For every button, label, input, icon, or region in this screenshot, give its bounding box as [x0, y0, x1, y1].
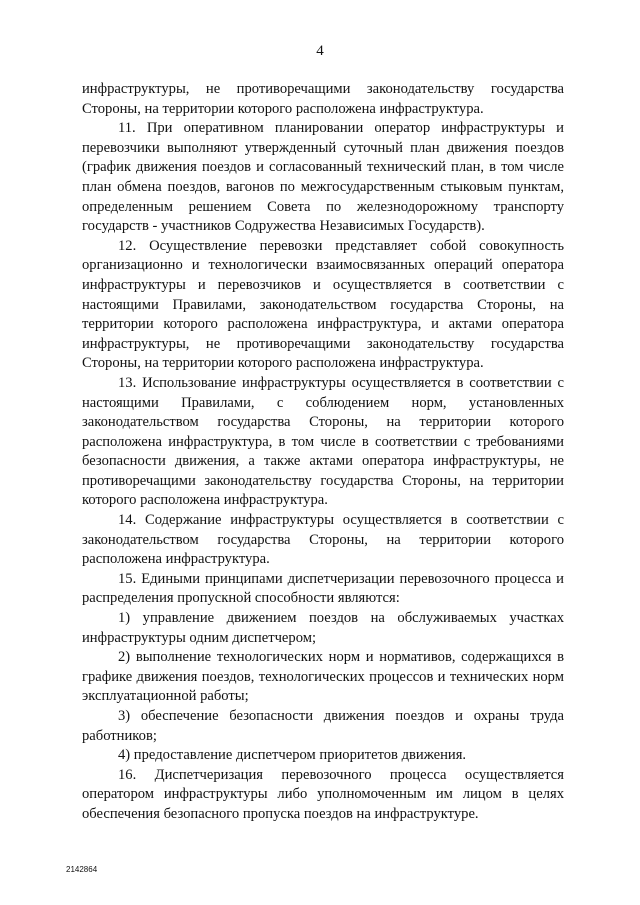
list-item-3: 3) обеспечение безопасности движения поездов и охраны труда работников;: [82, 708, 564, 744]
paragraph-item-13: 13. Использование инфраструктуры осуществляется в соответствии с настоящими Правилами, с соблюдением норм, установленных законодательством государства Стороны, на территории которого расположена инфраструктура, в том числе в соответствии с требованиями безопасности движения, а также актами оператора инфраструктуры, не противоречащими законодательству государства Стороны, на территории которого расположена инфраструктура.: [82, 374, 564, 509]
document-code: 2142864: [66, 865, 98, 874]
paragraph-item-16: 16. Диспетчеризация перевозочного процесса осуществляется оператором инфраструктуры либо уполномоченным им лицом в целях обеспечения безопасного пропуска поездов на инфраструктуре.: [82, 766, 564, 822]
paragraph-item-11: 11. При оперативном планировании оператор инфраструктуры и перевозчики выполняют утвержденный суточный план движения поездов (график движения поездов и согласованный технический план, в том числе план обмена поездов, вагонов по межгосударственным стыковым пунктам, определенным решением Совета по железнодорожному транспорту государств - участников Содружества Независимых Государств).: [82, 120, 564, 235]
paragraph-item-12: 12. Осуществление перевозки представляет собой совокупность организационно и технологически взаимосвязанных операций оператора инфраструктуры и перевозчиков и осуществляется в соответствии с настоящими Правилами, законодательством государства Стороны, на территории которого расположена инфраструктура, и актами оператора инфраструктуры, не противоречащими законодательству государства Стороны, на территории которого расположена инфраструктура.: [82, 237, 564, 372]
paragraph-continuation: инфраструктуры, не противоречащими законодательству государства Стороны, на территории которого расположена инфраструктура.: [82, 81, 564, 117]
page-number: 4: [316, 43, 324, 59]
list-item-1: 1) управление движением поездов на обслуживаемых участках инфраструктуры одним диспетчером;: [82, 610, 564, 646]
paragraph-item-15: 15. Едиными принципами диспетчеризации перевозочного процесса и распределения пропускной способности являются:: [82, 570, 564, 607]
paragraph-item-14: 14. Содержание инфраструктуры осуществляется в соответствии с законодательством государства Стороны, на территории которого расположена инфраструктура.: [82, 512, 564, 568]
list-item-4: 4) предоставление диспетчером приоритетов движения.: [118, 747, 467, 764]
list-item-2: 2) выполнение технологических норм и нормативов, содержащихся в графике движения поездов, технологических процессов и технических норм эксплуатационной работы;: [82, 649, 564, 705]
document-body: [82, 80, 564, 825]
